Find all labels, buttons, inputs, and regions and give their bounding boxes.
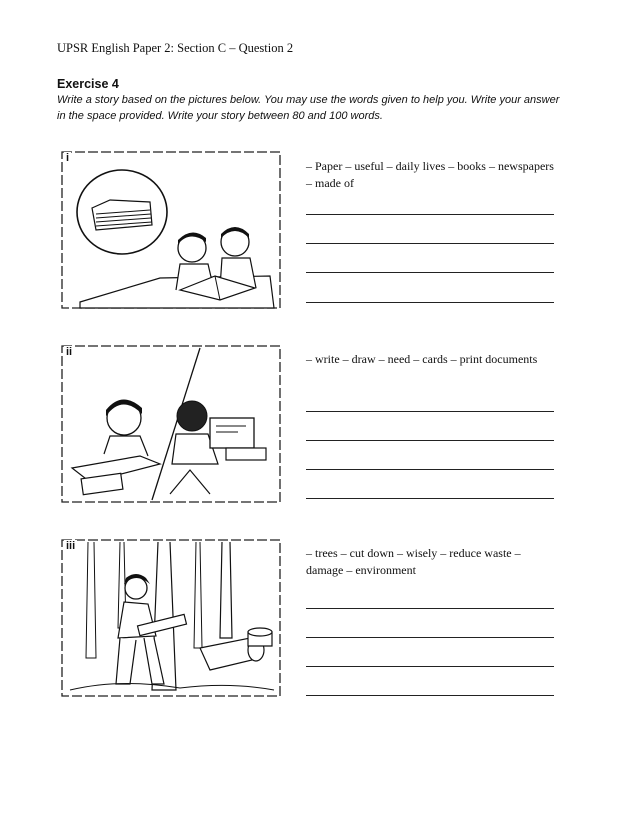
logger-cutting-tree-illustration bbox=[60, 538, 282, 698]
answer-line bbox=[306, 608, 554, 609]
answer-line bbox=[306, 272, 554, 273]
picture-ii bbox=[60, 344, 282, 504]
picture-i bbox=[60, 150, 282, 310]
picture-number: i bbox=[66, 152, 70, 164]
hint-words-i: – Paper – useful – daily lives – books – newspapers – made of bbox=[306, 159, 554, 190]
answer-line bbox=[306, 302, 554, 303]
page-header: UPSR English Paper 2: Section C – Question 2 bbox=[57, 41, 294, 55]
picture-iii bbox=[60, 538, 282, 698]
writing-and-computer-illustration bbox=[60, 344, 282, 504]
answer-line bbox=[306, 469, 554, 470]
hint-words-ii: – write – draw – need – cards – print documents bbox=[306, 352, 538, 366]
answer-line bbox=[306, 637, 554, 638]
answer-line bbox=[306, 243, 554, 244]
answer-line bbox=[306, 695, 554, 696]
reading-children-illustration bbox=[60, 150, 282, 310]
answer-line bbox=[306, 411, 554, 412]
hint-words-iii: – trees – cut down – wisely – reduce waste – damage – environment bbox=[306, 546, 521, 577]
answer-line bbox=[306, 214, 554, 215]
answer-line bbox=[306, 666, 554, 667]
picture-number: ii bbox=[66, 346, 73, 358]
answer-line bbox=[306, 498, 554, 499]
exercise-instructions: Write a story based on the pictures below. You may use the words given to help you. Write your answer in the space provided. Write your story between 80 and 100 words. bbox=[57, 94, 560, 122]
answer-line bbox=[306, 440, 554, 441]
picture-number: iii bbox=[66, 540, 76, 552]
exercise-title: Exercise 4 bbox=[57, 77, 119, 91]
